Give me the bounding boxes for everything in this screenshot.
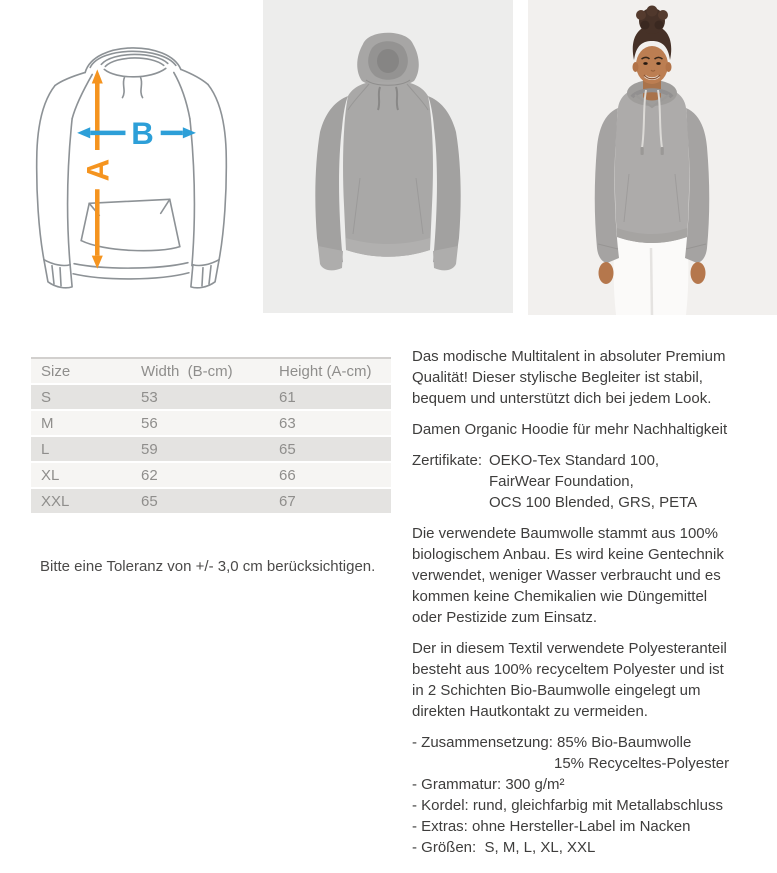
width-cell: 53	[131, 385, 269, 411]
width-measure-arrow-b	[77, 116, 196, 151]
size-row-xxl	[31, 489, 391, 515]
size-measurement-diagram	[6, 6, 256, 308]
cotton-line: oder Pestizide zum Einsatz.	[412, 609, 598, 626]
cotton-line: verwendet, weniger Wasser verbraucht und es	[412, 567, 721, 584]
label-b: B	[131, 115, 154, 151]
polyester-paragraph	[412, 638, 774, 722]
certificates-block	[412, 450, 774, 513]
spec-drawcord: - Kordel: rund, gleichfarbig mit Metallabschluss	[412, 797, 723, 814]
certificates-label: Zertifikate:	[412, 452, 487, 469]
model-photo	[528, 0, 777, 315]
hoodie-line-art	[6, 6, 256, 308]
size-row-l	[31, 437, 391, 463]
size-row-m	[31, 411, 391, 437]
polyester-line: besteht aus 100% recyceltem Polyester und ist	[412, 661, 724, 678]
hoodie-outline	[37, 48, 227, 288]
cotton-line: biologischem Anbau. Es wird keine Gentechnik	[412, 546, 724, 563]
spec-grammage: - Grammatur: 300 g/m²	[412, 776, 565, 793]
size-row-xl	[31, 463, 391, 489]
cotton-line: Die verwendete Baumwolle stammt aus 100%	[412, 525, 718, 542]
certificate-line: OCS 100 Blended, GRS, PETA	[489, 494, 698, 511]
size-cell: XL	[31, 463, 131, 489]
certificate-line: OEKO-Tex Standard 100,	[489, 452, 660, 469]
width-cell: 62	[131, 463, 269, 489]
height-cell: 61	[269, 385, 391, 411]
cotton-paragraph	[412, 523, 774, 628]
cotton-line: kommen keine Chemikalien wie Düngemittel	[412, 588, 708, 605]
polyester-line: Der in diesem Textil verwendete Polyesteranteil	[412, 640, 727, 657]
size-cell: M	[31, 411, 131, 437]
height-cell: 65	[269, 437, 391, 463]
intro-line: Das modische Multitalent in absoluter Premium	[412, 348, 726, 365]
height-cell: 67	[269, 489, 391, 515]
label-a: A	[80, 158, 116, 182]
polyester-line: in 2 Schichten Bio-Baumwolle eingelegt um	[412, 682, 701, 699]
spec-extras: - Extras: ohne Hersteller-Label im Nacken	[412, 818, 691, 835]
spec-composition: - Zusammensetzung: 85% Bio-Baumwolle	[412, 734, 692, 751]
width-cell: 56	[131, 411, 269, 437]
col-size: Size	[31, 359, 131, 385]
col-width: Width (B-cm)	[131, 359, 269, 385]
size-cell: S	[31, 385, 131, 411]
model-wearing-hoodie-illustration	[528, 0, 777, 315]
width-cell: 65	[131, 489, 269, 515]
intro-paragraph	[412, 346, 774, 409]
spec-sizes: - Größen: S, M, L, XL, XXL	[412, 839, 596, 856]
product-photo-flat	[263, 0, 513, 313]
width-cell: 59	[131, 437, 269, 463]
certificate-line: FairWear Foundation,	[489, 473, 634, 490]
product-description	[412, 346, 774, 868]
tolerance-note: Bitte eine Toleranz von +/- 3,0 cm berücksichtigen.	[40, 558, 376, 575]
size-table	[31, 357, 391, 515]
gray-hoodie-illustration	[263, 0, 513, 313]
spec-composition-cont: 15% Recyceltes-Polyester	[554, 755, 730, 772]
polyester-line: direkten Hautkontakt zu vermeiden.	[412, 703, 648, 720]
col-height: Height (A-cm)	[269, 359, 391, 385]
height-cell: 63	[269, 411, 391, 437]
certificates-list	[489, 450, 697, 513]
size-table-header-row	[31, 359, 391, 385]
product-subtitle: Damen Organic Hoodie für mehr Nachhaltigkeit	[412, 421, 728, 438]
size-cell: XXL	[31, 489, 131, 515]
intro-line: bequem und unterstützt dich bei jedem Look.	[412, 390, 712, 407]
height-measure-arrow-a	[80, 69, 115, 268]
specs-list	[412, 732, 774, 858]
height-cell: 66	[269, 463, 391, 489]
size-cell: L	[31, 437, 131, 463]
size-row-s	[31, 385, 391, 411]
intro-line: Qualität! Dieser stylische Begleiter ist stabil,	[412, 369, 703, 386]
